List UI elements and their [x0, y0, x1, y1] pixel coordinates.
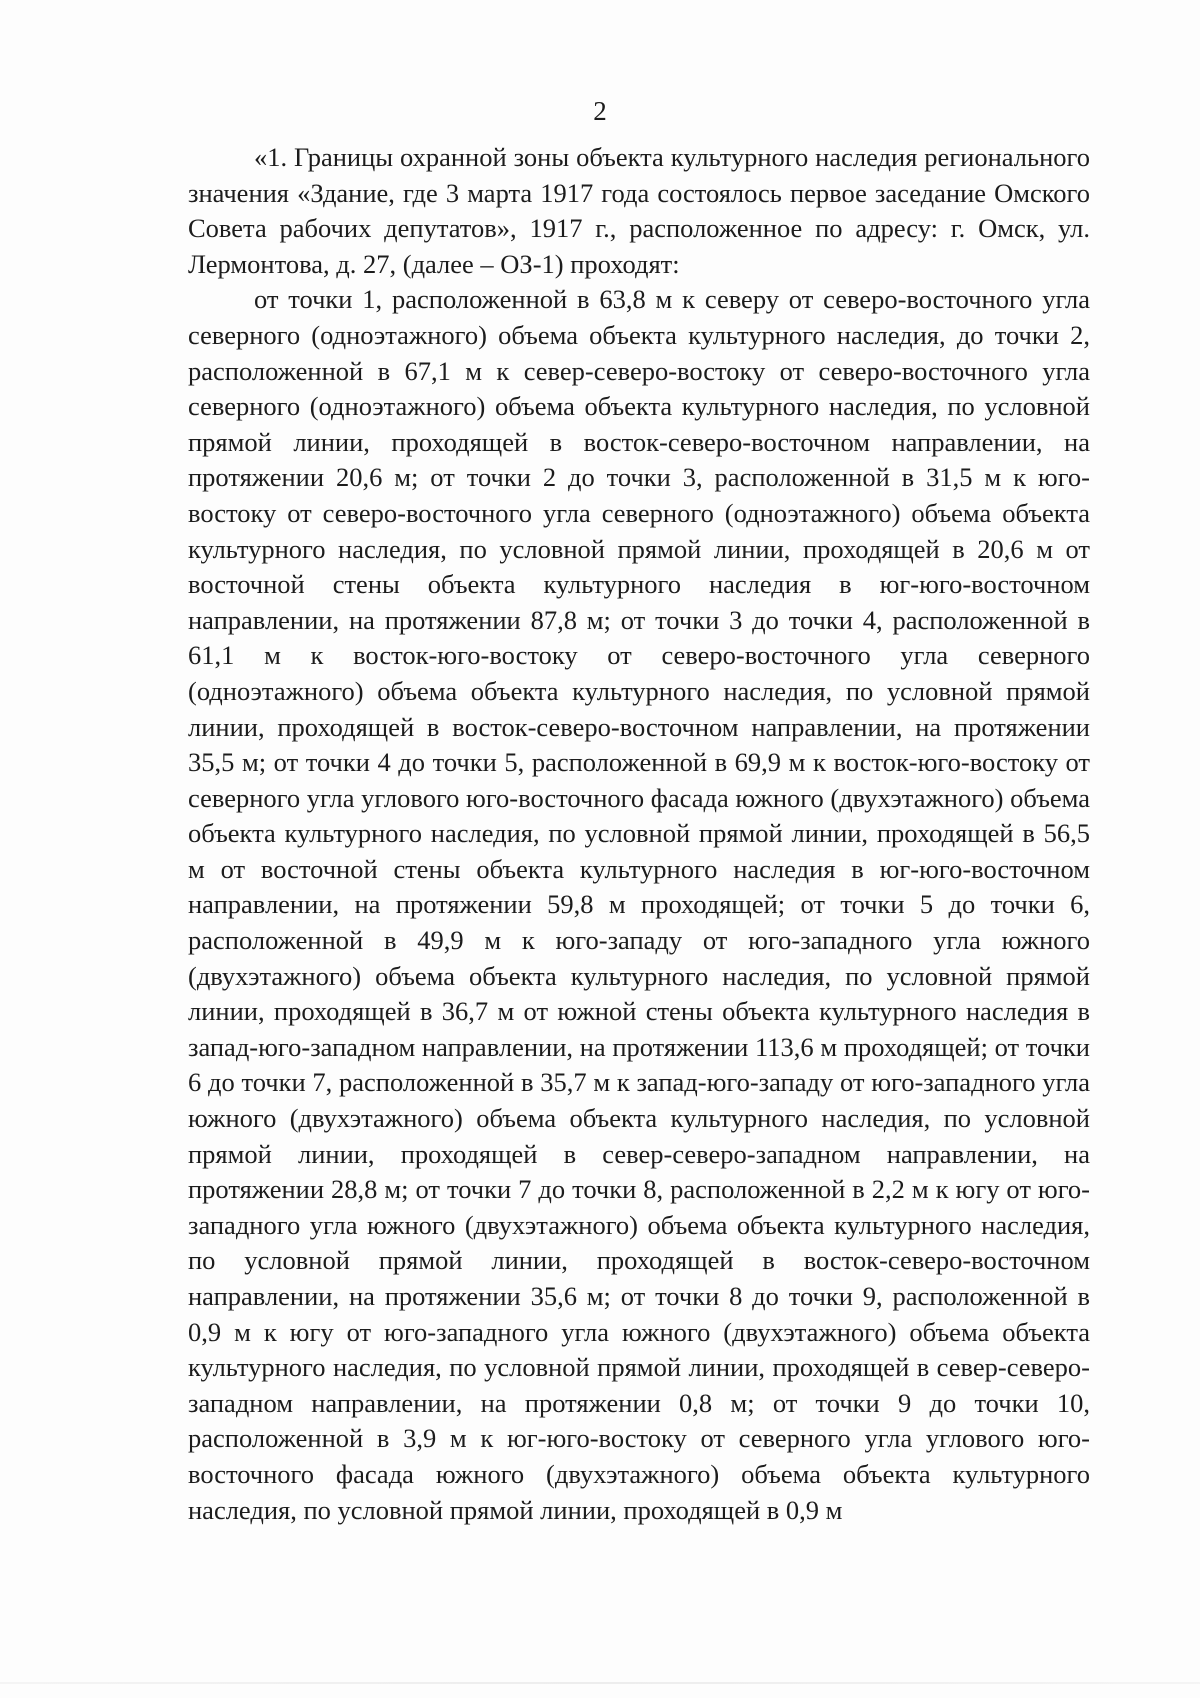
scan-edge-line: [0, 1682, 1200, 1684]
page-number: 2: [593, 96, 607, 126]
paragraph-boundaries-intro: «1. Границы охранной зоны объекта культурного наследия регионального значения «Здание, где 3 марта 1917 года состоялось первое заседание Омского Совета рабочих депутатов», 1917 г., расположенное по адресу: г. Омск, ул. Лермонтова, д. 27, (далее – ОЗ-1) проходят:: [188, 142, 1090, 279]
paragraph-boundary-points: от точки 1, расположенной в 63,8 м к северу от северо-восточного угла северного (одноэтажного) объема объекта культурного наследия, до точки 2, расположенной в 67,1 м к север-северо-востоку от северо-восточного угла северного (одноэтажного) объема объекта культурного наследия, по условной прямой линии, проходящей в восток-северо-восточном направлении, на протяжении 20,6 м; от точки 2 до точки 3, расположенной в 31,5 м к юго-востоку от северо-восточного угла северного (одноэтажного) объема объекта культурного наследия, по условной прямой линии, проходящей в 20,6 м от восточной стены объекта культурного наследия в юг-юго-восточном направлении, на протяжении 87,8 м; от точки 3 до точки 4, расположенной в 61,1 м к восток-юго-востоку от северо-восточного угла северного (одноэтажного) объема объекта культурного наследия, по условной прямой линии, проходящей в восток-северо-восточном направлении, на протяжении 35,5 м; от точки 4 до точки 5, расположенной в 69,9 м к восток-юго-востоку от северного угла углового юго-восточного фасада южного (двухэтажного) объема объекта культурного наследия, по условной прямой линии, проходящей в 56,5 м от восточной стены объекта культурного наследия в юг-юго-восточном направлении, на протяжении 59,8 м проходящей; от точки 5 до точки 6, расположенной в 49,9 м к юго-западу от юго-западного угла южного (двухэтажного) объема объекта культурного наследия, по условной прямой линии, проходящей в 36,7 м от южной стены объекта культурного наследия в запад-юго-западном направлении, на протяжении 113,6 м проходящей; от точки 6 до точки 7, расположенной в 35,7 м к запад-юго-западу от юго-западного угла южного (двухэтажного) объема объекта культурного наследия, по условной прямой линии, проходящей в север-северо-западном направлении, на протяжении 28,8 м; от точки 7 до точки 8, расположенной в 2,2 м к югу от юго-западного угла южного (двухэтажного) объема объекта культурного наследия, по условной прямой линии, проходящей в восток-северо-восточном направлении, на протяжении 35,6 м; от точки 8 до точки 9, расположенной в 0,9 м к югу от юго-западного угла южного (двухэтажного) объема объекта культурного наследия, по условной прямой линии, проходящей в север-северо-западном направлении, на протяжении 0,8 м; от точки 9 до точки 10, расположенной в 3,9 м к юг-юго-востоку от северного угла углового юго-восточного фасада южного (двухэтажного) объема объекта культурного наследия, по условной прямой линии, проходящей в 0,9 м: [188, 284, 1091, 1525]
document-body: [188, 140, 1090, 1528]
